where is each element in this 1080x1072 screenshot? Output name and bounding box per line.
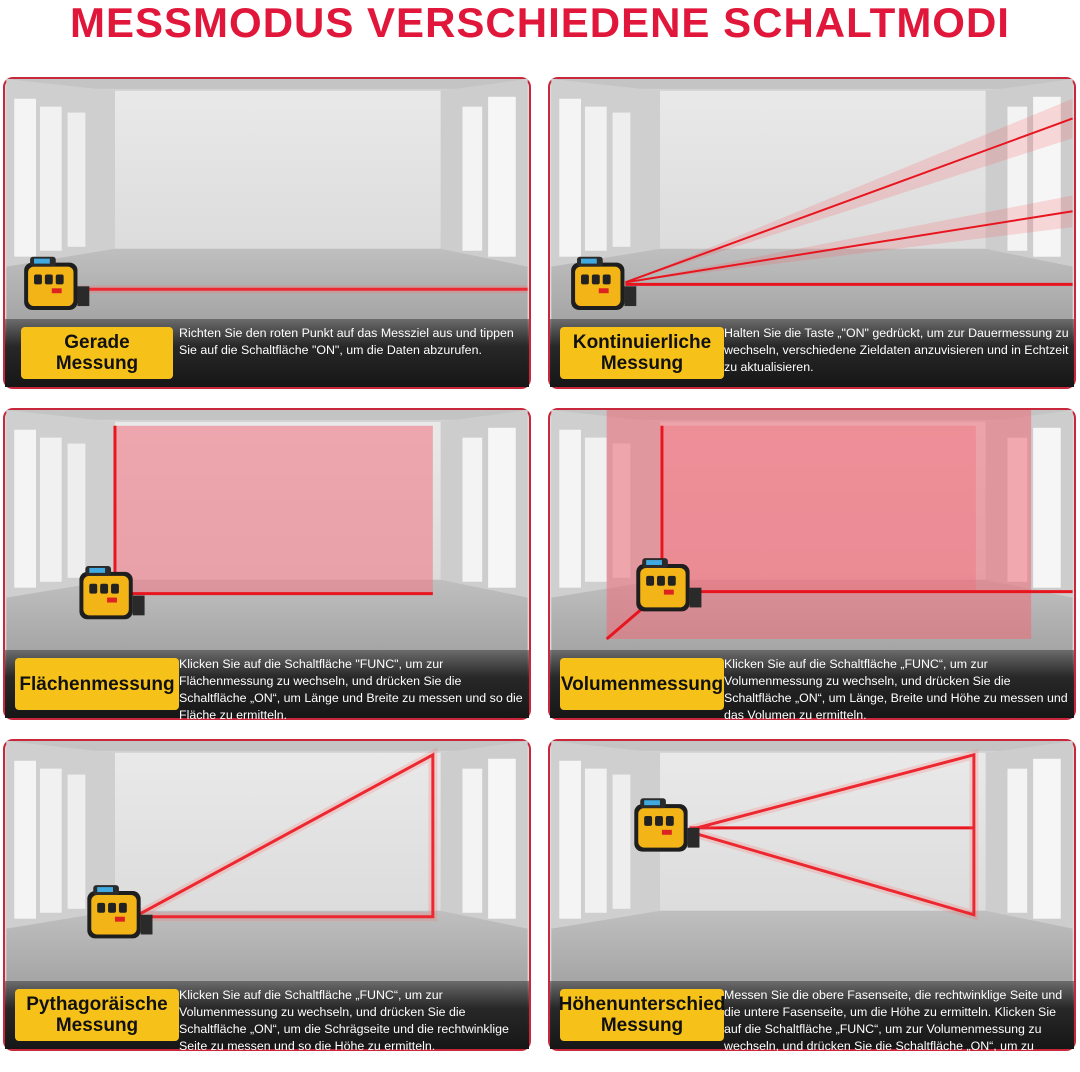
panel-volume-measurement — [548, 408, 1076, 720]
mode-label: Flächenmessung — [15, 658, 179, 710]
mode-description: Klicken Sie auf die Schaltfläche „FUNC“, um zur Volumenmessung zu wechseln, und drücken Sie die Schaltfläche „ON“, um die Schrägseite und die rechtwinklige Seite zu messen und so die Höhe zu ermitteln. — [179, 988, 509, 1053]
mode-label: Pythagoräische Messung — [15, 989, 179, 1041]
panel-area-measurement — [3, 408, 531, 720]
panel-height-difference-measurement — [548, 739, 1076, 1070]
mode-description: Messen Sie die obere Fasenseite, die rechtwinklige Seite und die untere Fasenseite, um die Höhe zu ermitteln. Klicken Sie auf die Schaltfläche „FUNC“, um zur Volumenmessung zu wechseln, und drücken Sie die Schaltfläche „ON“, um zu messen. — [724, 988, 1063, 1070]
page-title: MESSMODUS VERSCHIEDENE SCHALTMODI — [70, 0, 1010, 46]
panel-straight-measurement — [3, 77, 531, 389]
mode-description: Klicken Sie auf die Schaltfläche „FUNC“, um zur Volumenmessung zu wechseln, und drücken Sie die Schaltfläche „ON“, um Länge, Breite und Höhe zu messen und das Volumen zu ermitteln. — [724, 657, 1068, 722]
caption-bar — [550, 981, 1074, 1070]
caption-bar — [550, 319, 1074, 387]
caption-bar — [5, 650, 529, 722]
mode-label: Gerade Messung — [21, 327, 173, 379]
caption-bar — [550, 650, 1074, 722]
caption-bar — [5, 981, 529, 1053]
caption-bar — [5, 319, 529, 387]
mode-label: Höhenunterschied Messung — [560, 989, 724, 1041]
panel-pythagorean-measurement — [3, 739, 531, 1051]
mode-description: Klicken Sie auf die Schaltfläche "FUNC", um zur Flächenmessung zu wechseln, und drücken Sie die Schaltfläche „ON“, um Länge und Breite zu messen und so die Fläche zu ermitteln. — [179, 657, 523, 722]
mode-description: Richten Sie den roten Punkt auf das Messziel aus und tippen Sie auf die Schaltfläche "ON", um die Daten abzurufen. — [179, 326, 514, 357]
mode-label: Volumenmessung — [560, 658, 724, 710]
mode-label: Kontinuierliche Messung — [560, 327, 724, 379]
mode-description: Halten Sie die Taste „"ON" gedrückt, um zur Dauermessung zu wechseln, verschiedene Zieldaten anzuvisieren und in Echtzeit zu aktualisieren. — [724, 326, 1069, 374]
panel-continuous-measurement — [548, 77, 1076, 389]
